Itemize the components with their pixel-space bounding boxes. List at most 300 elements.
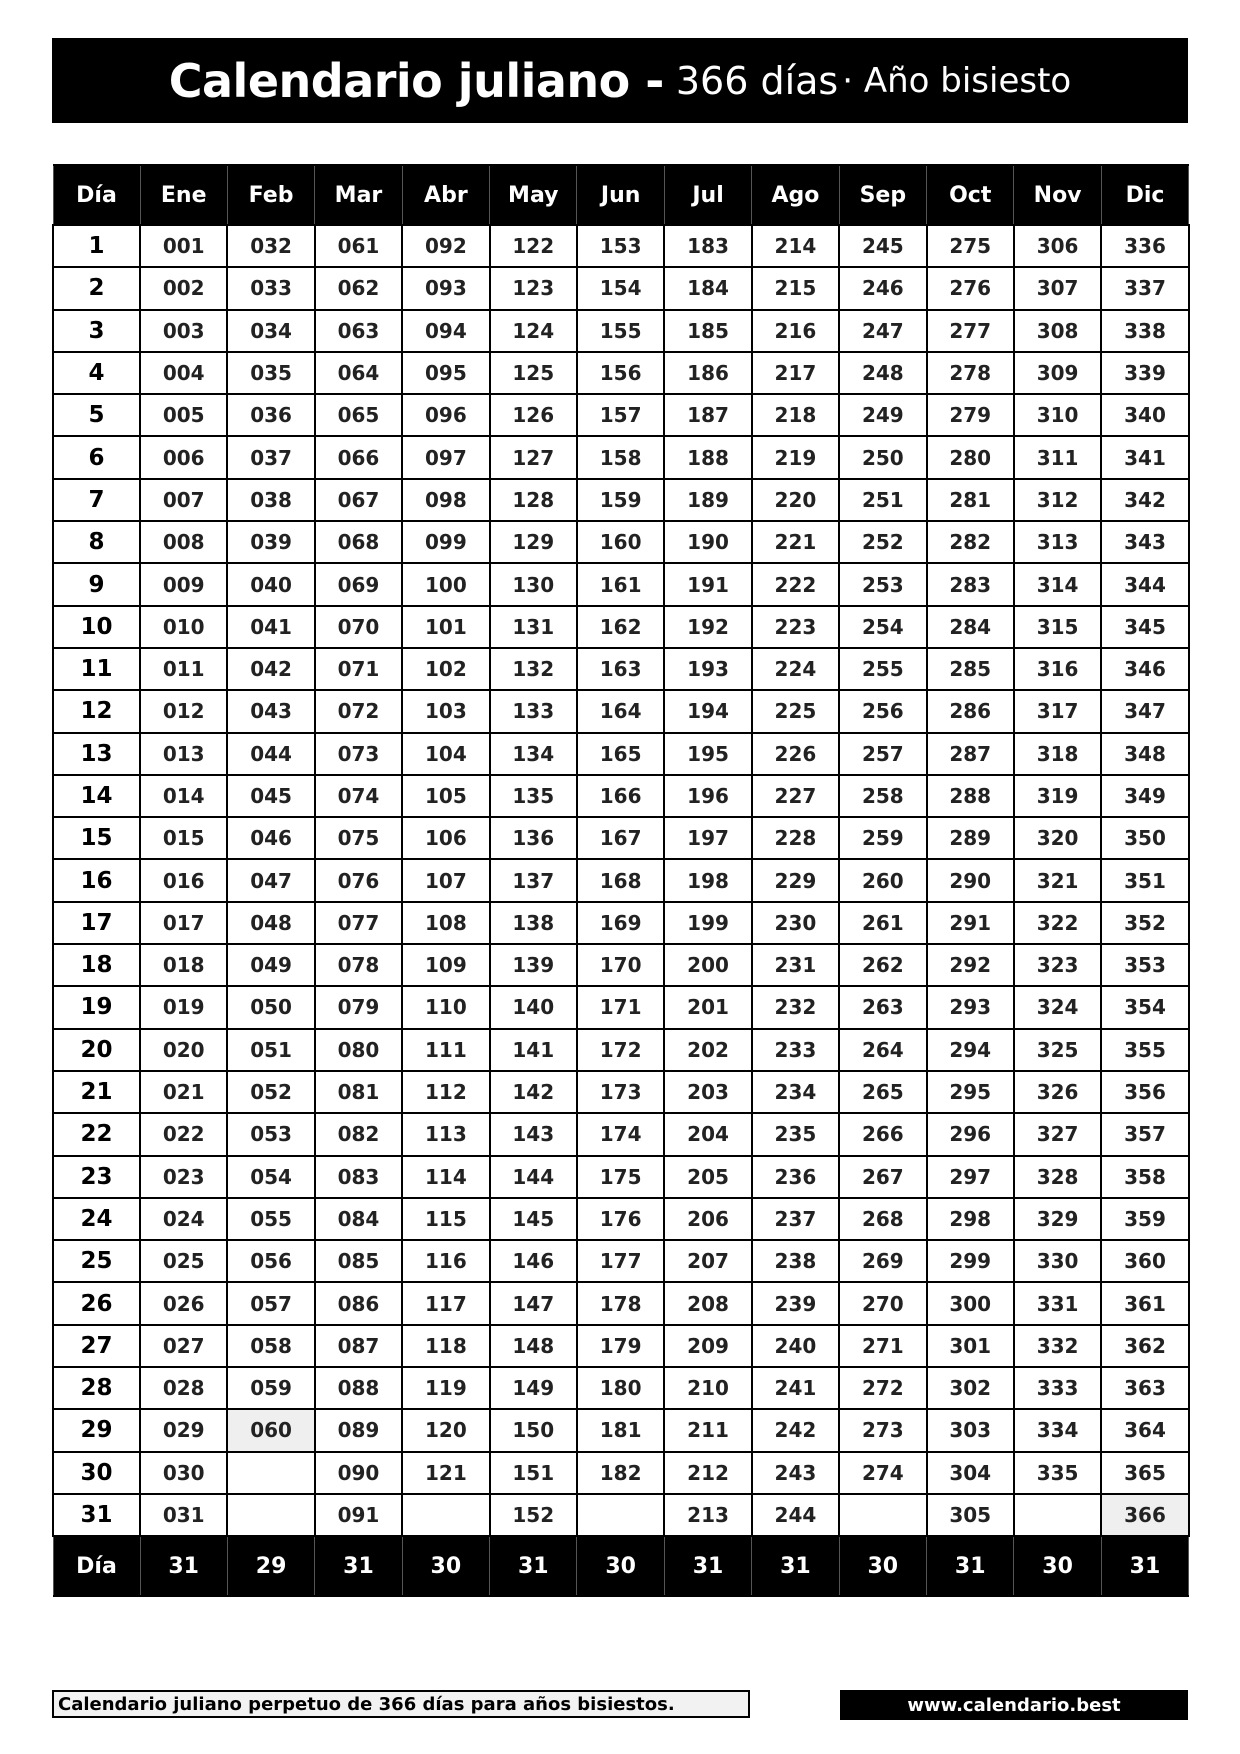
julian-day-cell: 313 (1014, 521, 1101, 563)
julian-day-cell: 303 (927, 1409, 1014, 1451)
julian-day-cell: 308 (1014, 310, 1101, 352)
julian-day-cell: 280 (927, 436, 1014, 478)
julian-day-cell: 188 (664, 436, 751, 478)
julian-day-cell: 291 (927, 902, 1014, 944)
julian-day-cell: 226 (752, 733, 839, 775)
julian-day-cell: 171 (577, 986, 664, 1028)
julian-day-cell: 207 (664, 1240, 751, 1282)
table-row (53, 902, 1189, 944)
table-row (53, 1113, 1189, 1155)
julian-day-cell: 108 (402, 902, 489, 944)
julian-day-cell: 259 (839, 817, 926, 859)
header-month: Sep (839, 165, 926, 225)
julian-day-cell: 117 (402, 1282, 489, 1324)
julian-day-cell: 349 (1101, 775, 1188, 817)
julian-day-cell: 320 (1014, 817, 1101, 859)
julian-day-cell: 164 (577, 690, 664, 732)
julian-day-cell: 015 (140, 817, 227, 859)
julian-day-cell: 078 (315, 944, 402, 986)
table-row (53, 1282, 1189, 1324)
table-row (53, 521, 1189, 563)
julian-day-cell: 243 (752, 1452, 839, 1494)
julian-day-cell: 062 (315, 267, 402, 309)
julian-day-cell: 131 (490, 606, 577, 648)
julian-day-cell: 051 (227, 1029, 314, 1071)
julian-day-cell: 182 (577, 1452, 664, 1494)
table-row (53, 267, 1189, 309)
julian-day-cell: 323 (1014, 944, 1101, 986)
julian-day-cell: 173 (577, 1071, 664, 1113)
julian-day-cell: 330 (1014, 1240, 1101, 1282)
julian-day-cell: 295 (927, 1071, 1014, 1113)
julian-day-cell: 343 (1101, 521, 1188, 563)
website-link[interactable]: www.calendario.best (840, 1690, 1188, 1720)
title-days: 366 días (675, 58, 839, 103)
day-number: 14 (53, 775, 140, 817)
julian-day-cell: 069 (315, 563, 402, 605)
julian-day-cell: 009 (140, 563, 227, 605)
julian-day-cell: 016 (140, 859, 227, 901)
julian-day-cell: 292 (927, 944, 1014, 986)
month-day-count: 31 (752, 1536, 839, 1596)
julian-day-cell: 196 (664, 775, 751, 817)
julian-day-cell: 352 (1101, 902, 1188, 944)
julian-day-cell: 081 (315, 1071, 402, 1113)
day-number: 15 (53, 817, 140, 859)
julian-day-cell: 363 (1101, 1367, 1188, 1409)
julian-day-cell: 258 (839, 775, 926, 817)
julian-day-cell: 309 (1014, 352, 1101, 394)
julian-day-cell: 346 (1101, 648, 1188, 690)
table-row (53, 1409, 1189, 1451)
julian-day-cell: 208 (664, 1282, 751, 1324)
julian-day-cell: 100 (402, 563, 489, 605)
julian-day-cell: 022 (140, 1113, 227, 1155)
julian-day-cell: 195 (664, 733, 751, 775)
julian-day-cell: 050 (227, 986, 314, 1028)
julian-day-cell: 271 (839, 1325, 926, 1367)
julian-day-cell: 174 (577, 1113, 664, 1155)
day-number: 10 (53, 606, 140, 648)
table-row (53, 1452, 1189, 1494)
julian-day-cell: 294 (927, 1029, 1014, 1071)
julian-day-cell: 350 (1101, 817, 1188, 859)
julian-day-cell: 106 (402, 817, 489, 859)
table-row (53, 563, 1189, 605)
julian-day-cell: 092 (402, 225, 489, 267)
julian-day-cell: 102 (402, 648, 489, 690)
julian-day-cell: 023 (140, 1156, 227, 1198)
julian-day-cell: 232 (752, 986, 839, 1028)
julian-day-cell: 091 (315, 1494, 402, 1536)
julian-day-cell: 168 (577, 859, 664, 901)
caption-box: Calendario juliano perpetuo de 366 días para años bisiestos. (52, 1690, 750, 1718)
julian-day-cell: 096 (402, 394, 489, 436)
julian-day-cell: 255 (839, 648, 926, 690)
julian-day-cell (227, 1494, 314, 1536)
julian-day-cell: 214 (752, 225, 839, 267)
julian-day-cell: 325 (1014, 1029, 1101, 1071)
julian-day-cell: 049 (227, 944, 314, 986)
julian-day-cell: 354 (1101, 986, 1188, 1028)
julian-day-cell: 351 (1101, 859, 1188, 901)
julian-day-cell: 263 (839, 986, 926, 1028)
table-row (53, 225, 1189, 267)
julian-day-cell: 183 (664, 225, 751, 267)
julian-day-cell: 285 (927, 648, 1014, 690)
julian-day-cell: 042 (227, 648, 314, 690)
julian-day-cell: 139 (490, 944, 577, 986)
julian-day-cell: 245 (839, 225, 926, 267)
julian-day-cell: 275 (927, 225, 1014, 267)
julian-day-cell: 136 (490, 817, 577, 859)
julian-day-cell: 068 (315, 521, 402, 563)
julian-day-cell: 128 (490, 479, 577, 521)
julian-day-cell: 070 (315, 606, 402, 648)
julian-day-cell: 057 (227, 1282, 314, 1324)
header-row (53, 165, 1189, 225)
julian-day-cell: 296 (927, 1113, 1014, 1155)
header-month: May (490, 165, 577, 225)
table-row (53, 479, 1189, 521)
julian-day-cell: 198 (664, 859, 751, 901)
julian-day-cell: 359 (1101, 1198, 1188, 1240)
julian-day-cell: 289 (927, 817, 1014, 859)
julian-day-cell: 298 (927, 1198, 1014, 1240)
table-row (53, 1071, 1189, 1113)
month-day-count: 30 (577, 1536, 664, 1596)
julian-day-cell: 315 (1014, 606, 1101, 648)
julian-day-cell (1014, 1494, 1101, 1536)
julian-day-cell: 065 (315, 394, 402, 436)
julian-day-cell: 337 (1101, 267, 1188, 309)
julian-day-cell: 154 (577, 267, 664, 309)
julian-day-cell: 201 (664, 986, 751, 1028)
julian-day-cell: 187 (664, 394, 751, 436)
month-day-count: 31 (490, 1536, 577, 1596)
julian-day-cell: 238 (752, 1240, 839, 1282)
table-row (53, 1029, 1189, 1071)
julian-day-cell: 105 (402, 775, 489, 817)
julian-day-cell: 124 (490, 310, 577, 352)
julian-day-cell: 130 (490, 563, 577, 605)
julian-day-cell: 224 (752, 648, 839, 690)
julian-day-cell: 122 (490, 225, 577, 267)
julian-day-cell: 074 (315, 775, 402, 817)
julian-day-cell: 184 (664, 267, 751, 309)
julian-day-cell: 235 (752, 1113, 839, 1155)
julian-day-cell: 268 (839, 1198, 926, 1240)
julian-day-cell: 167 (577, 817, 664, 859)
table-row (53, 1198, 1189, 1240)
julian-day-cell: 071 (315, 648, 402, 690)
julian-day-cell: 109 (402, 944, 489, 986)
julian-day-cell: 140 (490, 986, 577, 1028)
julian-day-cell: 311 (1014, 436, 1101, 478)
julian-day-cell: 357 (1101, 1113, 1188, 1155)
julian-day-cell: 005 (140, 394, 227, 436)
julian-day-cell: 353 (1101, 944, 1188, 986)
julian-day-cell: 126 (490, 394, 577, 436)
table-row (53, 436, 1189, 478)
julian-day-cell: 080 (315, 1029, 402, 1071)
day-number: 20 (53, 1029, 140, 1071)
julian-day-cell: 032 (227, 225, 314, 267)
julian-day-cell: 191 (664, 563, 751, 605)
day-number: 23 (53, 1156, 140, 1198)
table-row (53, 775, 1189, 817)
julian-day-cell: 265 (839, 1071, 926, 1113)
julian-day-cell: 008 (140, 521, 227, 563)
day-number: 31 (53, 1494, 140, 1536)
day-number: 9 (53, 563, 140, 605)
julian-day-cell: 358 (1101, 1156, 1188, 1198)
julian-day-cell: 257 (839, 733, 926, 775)
julian-day-cell: 216 (752, 310, 839, 352)
julian-day-cell (227, 1452, 314, 1494)
julian-day-cell: 118 (402, 1325, 489, 1367)
julian-day-cell: 002 (140, 267, 227, 309)
julian-day-cell: 314 (1014, 563, 1101, 605)
julian-day-cell: 079 (315, 986, 402, 1028)
julian-day-cell: 199 (664, 902, 751, 944)
table-row (53, 690, 1189, 732)
julian-day-cell: 192 (664, 606, 751, 648)
julian-day-cell: 197 (664, 817, 751, 859)
julian-day-cell: 305 (927, 1494, 1014, 1536)
julian-day-cell: 249 (839, 394, 926, 436)
julian-day-cell: 288 (927, 775, 1014, 817)
julian-day-cell: 033 (227, 267, 314, 309)
julian-day-cell: 048 (227, 902, 314, 944)
julian-day-cell (577, 1494, 664, 1536)
julian-day-cell: 077 (315, 902, 402, 944)
julian-day-cell: 116 (402, 1240, 489, 1282)
julian-day-cell: 277 (927, 310, 1014, 352)
table-row (53, 648, 1189, 690)
julian-day-cell: 284 (927, 606, 1014, 648)
julian-day-cell: 334 (1014, 1409, 1101, 1451)
julian-day-cell: 006 (140, 436, 227, 478)
julian-day-cell: 150 (490, 1409, 577, 1451)
julian-day-cell: 242 (752, 1409, 839, 1451)
julian-day-cell: 274 (839, 1452, 926, 1494)
julian-day-cell: 084 (315, 1198, 402, 1240)
julian-day-cell: 231 (752, 944, 839, 986)
julian-day-cell: 241 (752, 1367, 839, 1409)
julian-day-cell: 251 (839, 479, 926, 521)
julian-day-cell: 262 (839, 944, 926, 986)
julian-day-cell: 300 (927, 1282, 1014, 1324)
day-number: 12 (53, 690, 140, 732)
julian-day-cell: 059 (227, 1367, 314, 1409)
table-row (53, 986, 1189, 1028)
julian-day-cell: 013 (140, 733, 227, 775)
julian-day-cell: 297 (927, 1156, 1014, 1198)
month-day-count: 30 (1014, 1536, 1101, 1596)
julian-day-cell: 175 (577, 1156, 664, 1198)
julian-day-cell: 073 (315, 733, 402, 775)
julian-day-cell: 306 (1014, 225, 1101, 267)
julian-day-cell: 324 (1014, 986, 1101, 1028)
julian-day-cell: 281 (927, 479, 1014, 521)
julian-day-cell: 186 (664, 352, 751, 394)
julian-day-cell (839, 1494, 926, 1536)
julian-day-cell: 244 (752, 1494, 839, 1536)
julian-day-cell: 222 (752, 563, 839, 605)
julian-day-cell: 089 (315, 1409, 402, 1451)
julian-day-cell: 031 (140, 1494, 227, 1536)
day-number: 17 (53, 902, 140, 944)
julian-day-cell: 138 (490, 902, 577, 944)
julian-day-cell: 103 (402, 690, 489, 732)
julian-day-cell: 340 (1101, 394, 1188, 436)
julian-day-cell: 319 (1014, 775, 1101, 817)
julian-day-cell: 067 (315, 479, 402, 521)
day-number: 22 (53, 1113, 140, 1155)
julian-day-cell: 273 (839, 1409, 926, 1451)
julian-day-cell: 326 (1014, 1071, 1101, 1113)
julian-day-cell: 276 (927, 267, 1014, 309)
julian-day-cell: 286 (927, 690, 1014, 732)
julian-day-cell: 021 (140, 1071, 227, 1113)
day-number: 5 (53, 394, 140, 436)
julian-day-cell: 266 (839, 1113, 926, 1155)
julian-day-cell: 250 (839, 436, 926, 478)
julian-day-cell: 215 (752, 267, 839, 309)
month-day-count: 31 (664, 1536, 751, 1596)
julian-day-cell: 211 (664, 1409, 751, 1451)
julian-day-cell: 220 (752, 479, 839, 521)
julian-day-cell: 333 (1014, 1367, 1101, 1409)
julian-day-cell: 146 (490, 1240, 577, 1282)
julian-day-cell: 321 (1014, 859, 1101, 901)
julian-day-cell: 336 (1101, 225, 1188, 267)
julian-day-cell: 072 (315, 690, 402, 732)
table-row (53, 944, 1189, 986)
julian-day-cell: 037 (227, 436, 314, 478)
julian-day-cell: 318 (1014, 733, 1101, 775)
julian-day-cell: 312 (1014, 479, 1101, 521)
julian-day-cell: 177 (577, 1240, 664, 1282)
month-day-count: 29 (227, 1536, 314, 1596)
julian-day-cell: 204 (664, 1113, 751, 1155)
julian-day-cell: 090 (315, 1452, 402, 1494)
julian-day-cell: 018 (140, 944, 227, 986)
julian-day-cell: 043 (227, 690, 314, 732)
day-number: 27 (53, 1325, 140, 1367)
julian-day-cell: 260 (839, 859, 926, 901)
day-number: 30 (53, 1452, 140, 1494)
julian-day-cell: 127 (490, 436, 577, 478)
julian-day-cell: 133 (490, 690, 577, 732)
julian-day-cell: 234 (752, 1071, 839, 1113)
julian-day-cell: 143 (490, 1113, 577, 1155)
julian-day-cell: 316 (1014, 648, 1101, 690)
day-number: 16 (53, 859, 140, 901)
julian-day-cell: 282 (927, 521, 1014, 563)
day-number: 24 (53, 1198, 140, 1240)
julian-day-cell: 178 (577, 1282, 664, 1324)
julian-day-cell: 145 (490, 1198, 577, 1240)
julian-day-cell: 107 (402, 859, 489, 901)
table-row (53, 733, 1189, 775)
julian-day-cell: 227 (752, 775, 839, 817)
julian-day-cell: 028 (140, 1367, 227, 1409)
julian-day-cell: 209 (664, 1325, 751, 1367)
julian-day-cell (402, 1494, 489, 1536)
julian-day-cell: 194 (664, 690, 751, 732)
day-number: 13 (53, 733, 140, 775)
julian-day-cell: 264 (839, 1029, 926, 1071)
julian-day-cell: 055 (227, 1198, 314, 1240)
julian-day-cell: 137 (490, 859, 577, 901)
julian-day-cell: 328 (1014, 1156, 1101, 1198)
julian-day-cell: 003 (140, 310, 227, 352)
julian-day-cell: 160 (577, 521, 664, 563)
julian-day-cell: 044 (227, 733, 314, 775)
julian-day-cell: 142 (490, 1071, 577, 1113)
julian-day-cell: 040 (227, 563, 314, 605)
julian-day-cell: 156 (577, 352, 664, 394)
julian-day-cell: 193 (664, 648, 751, 690)
julian-day-cell: 061 (315, 225, 402, 267)
day-number: 7 (53, 479, 140, 521)
julian-day-cell: 223 (752, 606, 839, 648)
julian-day-cell: 114 (402, 1156, 489, 1198)
footer-row (53, 1536, 1189, 1596)
julian-day-cell: 075 (315, 817, 402, 859)
julian-day-cell: 213 (664, 1494, 751, 1536)
julian-day-cell: 017 (140, 902, 227, 944)
month-day-count: 31 (927, 1536, 1014, 1596)
julian-day-cell: 076 (315, 859, 402, 901)
day-number: 4 (53, 352, 140, 394)
day-number: 26 (53, 1282, 140, 1324)
julian-day-cell: 165 (577, 733, 664, 775)
julian-day-cell: 110 (402, 986, 489, 1028)
julian-day-cell: 332 (1014, 1325, 1101, 1367)
julian-day-cell: 095 (402, 352, 489, 394)
julian-day-cell: 361 (1101, 1282, 1188, 1324)
julian-day-cell: 366 (1101, 1494, 1188, 1536)
julian-day-cell: 338 (1101, 310, 1188, 352)
julian-day-cell: 094 (402, 310, 489, 352)
day-number: 8 (53, 521, 140, 563)
julian-day-cell: 247 (839, 310, 926, 352)
julian-day-cell: 155 (577, 310, 664, 352)
day-number: 21 (53, 1071, 140, 1113)
julian-day-cell: 058 (227, 1325, 314, 1367)
julian-day-cell: 180 (577, 1367, 664, 1409)
julian-day-cell: 283 (927, 563, 1014, 605)
julian-day-cell: 039 (227, 521, 314, 563)
julian-day-cell: 279 (927, 394, 1014, 436)
julian-day-cell: 087 (315, 1325, 402, 1367)
julian-day-cell: 302 (927, 1367, 1014, 1409)
header-month: Mar (315, 165, 402, 225)
table-row (53, 1494, 1189, 1536)
header-month: Oct (927, 165, 1014, 225)
title-main: Calendario juliano - (168, 53, 664, 108)
julian-day-cell: 210 (664, 1367, 751, 1409)
table-row (53, 817, 1189, 859)
julian-day-cell: 029 (140, 1409, 227, 1451)
julian-day-cell: 014 (140, 775, 227, 817)
julian-day-cell: 098 (402, 479, 489, 521)
julian-day-cell: 299 (927, 1240, 1014, 1282)
julian-day-cell: 030 (140, 1452, 227, 1494)
